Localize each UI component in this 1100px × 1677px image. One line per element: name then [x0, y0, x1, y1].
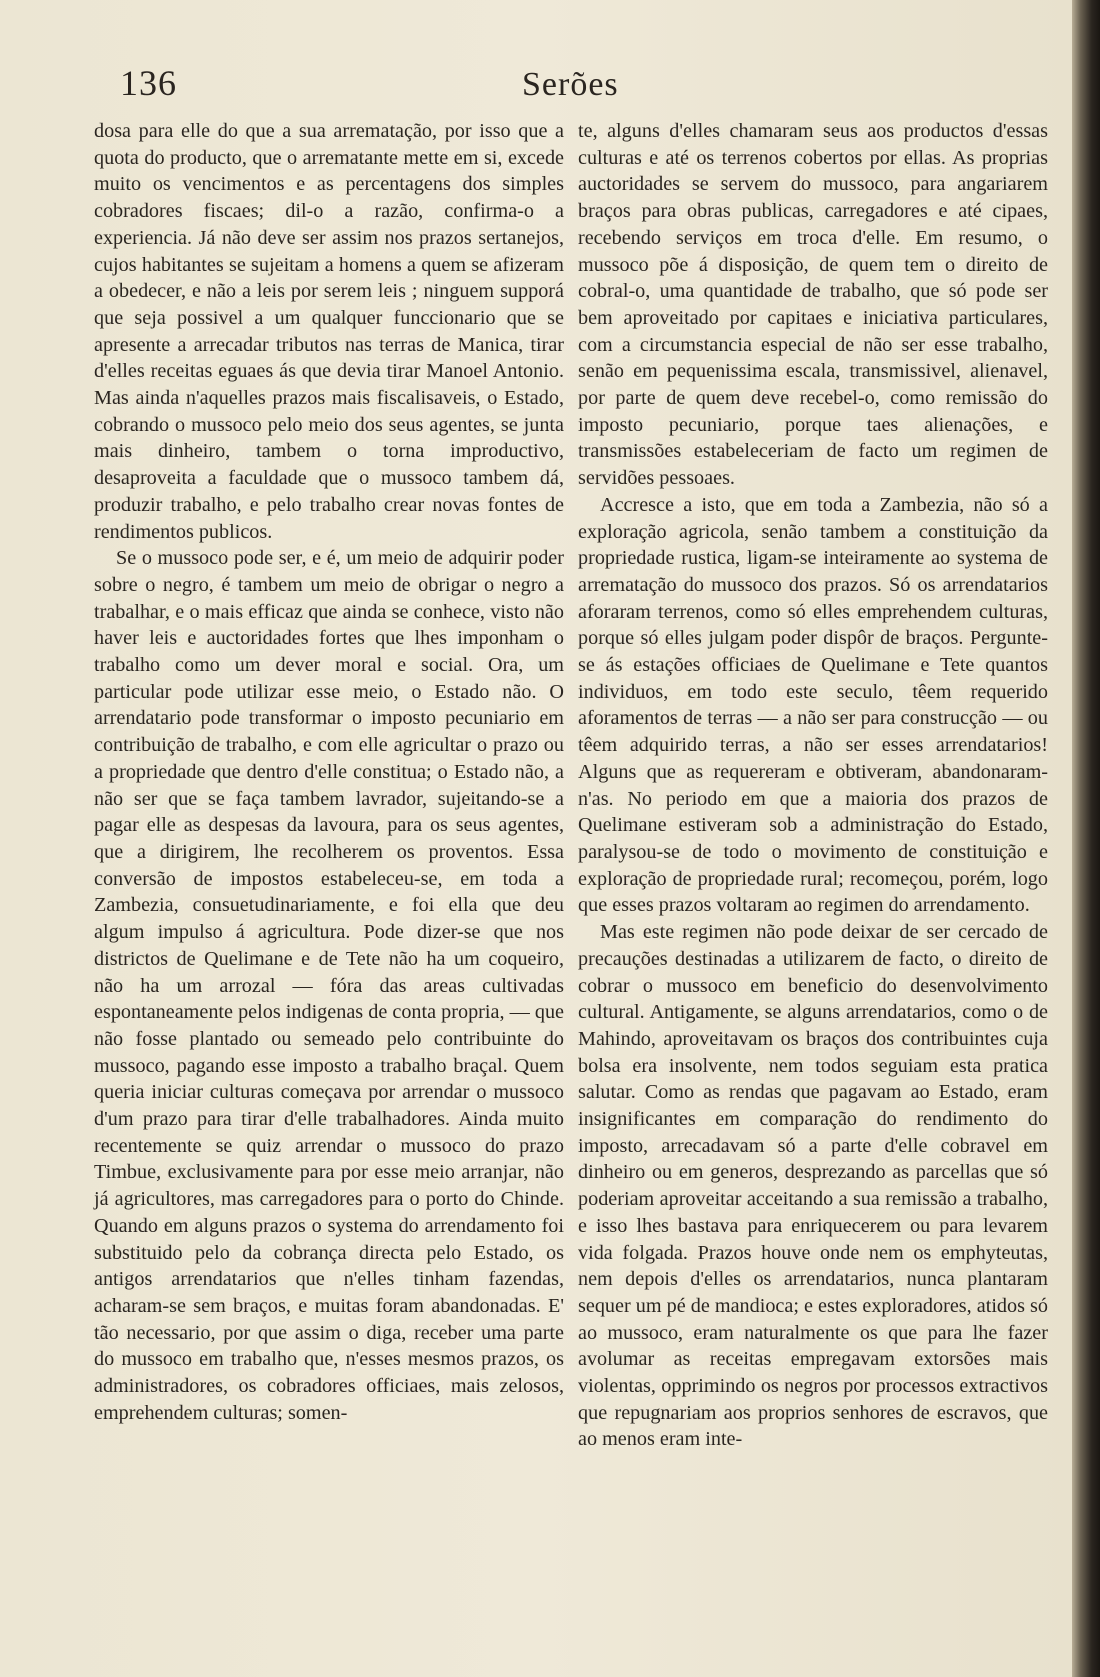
paragraph: Se o mussoco pode ser, e é, um meio de adquirir poder sobre o negro, é tambem um meio de obrigar o negro a trabalhar, e o mais efficaz que ainda se conhece, visto não haver leis e auctoridades fortes que lhes imponham o trabalho como um dever moral e social. Ora, um particular pode utilizar esse meio, o Estado não. O arrendatario pode transformar o imposto pecuniario em contribuição de trabalho, e com elle agricultar o prazo ou a propriedade que dentro d'elle constitua; o Estado não, a não ser que se faça tambem lavrador, sujeitando-se a pagar elle as despesas da lavoura, para os seus agentes, que a dirigirem, lhe recolherem os proventos. Essa conversão de impostos estabeleceu-se, em toda a Zambezia, consuetudinariamente, e foi ella que deu algum impulso á agricultura. Pode dizer-se que nos districtos de Quelimane e de Tete não ha um coqueiro, não ha um arrozal — fóra das areas cultivadas espontaneamente pelos indigenas de conta propria, — que não fosse plantado ou semeado pelo contribuinte do mussoco, pagando esse imposto a trabalho braçal. Quem queria iniciar culturas começava por arrendar o mussoco d'um prazo para tirar d'elle trabalhadores. Ainda muito recentemente se quiz arrendar o mussoco do prazo Timbue, exclusivamente para por esse meio arranjar, não já agricultores, mas carregadores para o porto do Chinde. Quando em alguns prazos o systema do arrendamento foi substituido pelo da cobrança directa pelo Estado, os antigos arrendatarios que n'elles tinham fazendas, acharam-se sem braços, e muitas foram abandonadas. E' tão necessario, por que assim o diga, receber uma parte do mussoco em trabalho que, n'esses mesmos prazos, os administradores, os cobradores officiaes, mais zelosos, emprehendem culturas; somen-: [94, 547, 564, 1424]
running-title: Serões: [522, 66, 619, 103]
paragraph: te, alguns d'elles chamaram seus aos productos d'essas culturas e até os terrenos cobertos por ellas. As proprias auctoridades se servem do mussoco, para angariarem braços para obras publicas, carregadores e até cipaes, recebendo serviços em troca d'elle. Em resumo, o mussoco põe á disposição, de quem tem o direito de cobral-o, uma quantidade de trabalho, que só pode ser bem aproveitado por capitaes e iniciativa particulares, com a circumstancia especial de não ser esse trabalho, senão em pequenissima escala, transmissivel, alienavel, por parte de quem deve recebel-o, como remissão do imposto pecuniario, porque taes alienações, e transmissões estabeleceriam de facto um regimen de servidões pessoaes.: [578, 120, 1048, 490]
binding-edge: [1072, 0, 1100, 1677]
left-column: [94, 118, 564, 1426]
paragraph: Accresce a isto, que em toda a Zambezia, não só a exploração agricola, senão tambem a constituição da propriedade rustica, ligam-se inteiramente ao systema de arrematação do mussoco dos prazos. Só os arrendatarios aforaram terrenos, como só elles emprehendem culturas, porque só elles julgam poder dispôr de braços. Pergunte-se ás estações officiaes de Quelimane e Tete quantos individuos, em todo este seculo, têem requerido aforamentos de terras — a não ser para construcção — ou têem adquirido terras, a não ser esses arrendatarios! Alguns que as requereram e obtiveram, abandonaram-n'as. No periodo em que a maioria dos prazos de Quelimane estiveram sob a administração do Estado, paralysou-se de todo o movimento de constituição e exploração de propriedade rural; recomeçou, porém, logo que esses prazos voltaram ao regimen do arrendamento.: [578, 493, 1048, 917]
page-number: 136: [120, 63, 177, 103]
right-column: [578, 118, 1048, 1453]
paragraph: dosa para elle do que a sua arrematação, por isso que a quota do producto, que o arrematante mette em si, excede muito os vencimentos e as percentagens dos simples cobradores fiscaes; dil-o a razão, confirma-o a experiencia. Já não deve ser assim nos prazos sertanejos, cujos habitantes se sujeitam a homens a quem se afizeram a obedecer, e não a leis por serem leis ; ninguem supporá que seja possivel a um qualquer funccionario que se apresente a arrecadar tributos nas terras de Manica, tirar d'elles receitas eguaes ás que devia tirar Manoel Antonio. Mas ainda n'aquelles prazos mais fiscalisaveis, o Estado, cobrando o mussoco pelo meio dos seus agentes, se junta mais dinheiro, tambem o torna improductivo, desaproveita a faculdade que o mussoco tambem dá, produzir trabalho, e pelo trabalho crear novas fontes de rendimentos publicos.: [94, 120, 564, 543]
paragraph: Mas este regimen não pode deixar de ser cercado de precauções destinadas a utilizarem de facto, o direito de cobrar o mussoco em beneficio do desenvolvimento cultural. Antigamente, se alguns arrendatarios, como o de Mahindo, aproveitavam os braços dos contribuintes cuja bolsa era insolvente, nem todos seguiam esta pratica salutar. Como as rendas que pagavam ao Estado, eram insignificantes em comparação do rendimento do imposto, arrecadavam só a parte d'elle cobravel em dinheiro ou em generos, desprezando as parcellas que só poderiam aproveitar acceitando a sua remissão a trabalho, e isso lhes bastava para enriquecerem ou para levarem vida folgada. Prazos houve onde nem os emphyteutas, nem depois d'elles os arrendatarios, nunca plantaram sequer um pé de mandioca; e estes exploradores, atidos só ao mussoco, eram naturalmente os que para lhe fazer avolumar as receitas empregavam extorsões mais violentas, opprimindo os negros por processos extractivos que repugnariam aos proprios senhores de escravos, que ao menos eram inte-: [578, 921, 1048, 1451]
